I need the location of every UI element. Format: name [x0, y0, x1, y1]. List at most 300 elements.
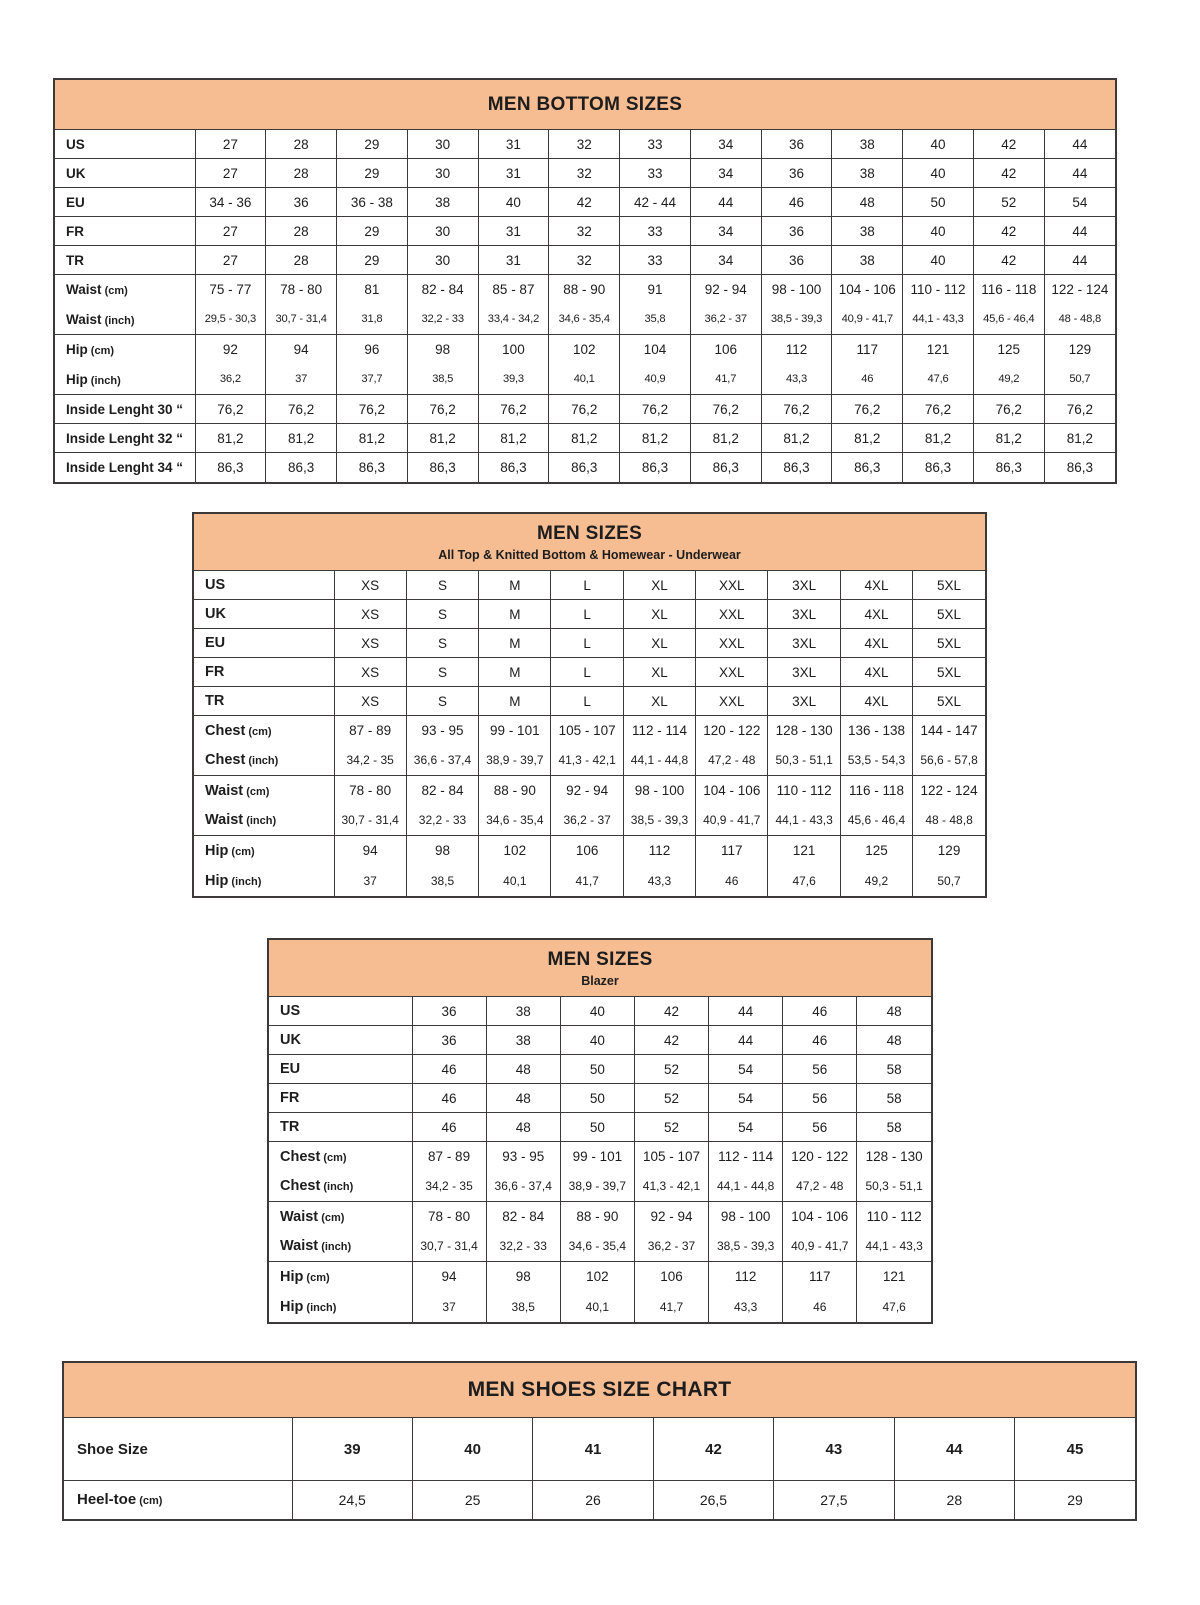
table-row: [269, 1113, 931, 1142]
cell-value: XXL: [696, 600, 768, 629]
cell-value: 30: [407, 130, 478, 159]
cell-value: 39: [292, 1418, 412, 1481]
cell-value: 42 - 44: [620, 188, 691, 217]
row-label: US: [194, 571, 334, 600]
cell-value: 81,2: [407, 424, 478, 453]
cell-value: 102: [479, 836, 551, 866]
cell-value: 81,2: [903, 424, 974, 453]
cell-value: 25: [412, 1481, 532, 1519]
cell-value: 76,2: [266, 395, 337, 424]
cell-value: 30: [407, 246, 478, 275]
table-row: [194, 716, 985, 746]
cell-value: 40: [478, 188, 549, 217]
cell-value: 43: [774, 1418, 894, 1481]
cell-value: 34 - 36: [195, 188, 266, 217]
cell-value: 29: [337, 217, 408, 246]
cell-value: 41,7: [551, 866, 623, 896]
cell-value: 38: [832, 130, 903, 159]
cell-value: 38,5: [486, 1292, 560, 1322]
cell-value: 30: [407, 217, 478, 246]
table-row: [269, 1026, 931, 1055]
cell-value: 81,2: [690, 424, 761, 453]
row-label: Waist (inch): [280, 1238, 352, 1255]
cell-value: 50: [903, 188, 974, 217]
cell-value: 76,2: [1044, 395, 1115, 424]
cell-value: 122 - 124: [913, 776, 985, 806]
row-label: Inside Lenght 32 “: [55, 424, 195, 453]
cell-value: 5XL: [913, 658, 985, 687]
cell-value: 98 - 100: [623, 776, 695, 806]
cell-value: 86,3: [266, 453, 337, 482]
cell-value: 38,9 - 39,7: [479, 746, 551, 776]
cell-value: 54: [709, 1084, 783, 1113]
cell-value: 48: [486, 1084, 560, 1113]
cell-value: 86,3: [195, 453, 266, 482]
cell-value: 102: [560, 1262, 634, 1292]
cell-value: 99 - 101: [479, 716, 551, 746]
cell-value: S: [406, 571, 478, 600]
cell-value: 40,9 - 41,7: [696, 806, 768, 836]
cell-value: 4XL: [840, 658, 912, 687]
cell-value: 40: [903, 246, 974, 275]
table-row: [269, 1232, 931, 1262]
cell-value: 37: [334, 866, 406, 896]
cell-value: 44,1 - 44,8: [623, 746, 695, 776]
table-row: [55, 395, 1115, 424]
cell-value: 42: [634, 1026, 708, 1055]
cell-value: 120 - 122: [696, 716, 768, 746]
row-label: Waist (cm): [55, 275, 195, 305]
cell-value: 58: [857, 1055, 931, 1084]
cell-value: 86,3: [832, 453, 903, 482]
cell-value: 56,6 - 57,8: [913, 746, 985, 776]
row-label: UK: [55, 159, 195, 188]
cell-value: 105 - 107: [551, 716, 623, 746]
row-label: EU: [194, 629, 334, 658]
cell-value: 116 - 118: [973, 275, 1044, 305]
cell-value: 34,6 - 35,4: [479, 806, 551, 836]
cell-value: 40: [903, 130, 974, 159]
cell-value: 96: [337, 335, 408, 365]
cell-value: 88 - 90: [560, 1202, 634, 1232]
cell-value: XS: [334, 687, 406, 716]
cell-value: 76,2: [761, 395, 832, 424]
cell-value: 98 - 100: [761, 275, 832, 305]
row-label: Waist (inch): [205, 812, 277, 829]
cell-value: 44: [1044, 246, 1115, 275]
cell-value: 128 - 130: [768, 716, 840, 746]
cell-value: 87 - 89: [334, 716, 406, 746]
table-row: [55, 335, 1115, 365]
row-label: Waist (inch): [66, 311, 135, 327]
cell-value: 29: [337, 246, 408, 275]
table-row: [269, 1292, 931, 1322]
row-label: US: [55, 130, 195, 159]
cell-value: 117: [832, 335, 903, 365]
cell-value: S: [406, 629, 478, 658]
cell-value: 92 - 94: [551, 776, 623, 806]
cell-value: 38,5: [406, 866, 478, 896]
cell-value: 36: [412, 997, 486, 1026]
cell-value: 42: [973, 159, 1044, 188]
cell-value: 36 - 38: [337, 188, 408, 217]
cell-value: 105 - 107: [634, 1142, 708, 1172]
cell-value: 5XL: [913, 600, 985, 629]
cell-value: 36: [761, 246, 832, 275]
table-row: [55, 275, 1115, 305]
cell-value: XL: [623, 571, 695, 600]
cell-value: 42: [549, 188, 620, 217]
table-row: [269, 1084, 931, 1113]
cell-value: 44: [1044, 130, 1115, 159]
cell-value: 116 - 118: [840, 776, 912, 806]
cell-value: 50,3 - 51,1: [857, 1172, 931, 1202]
cell-value: M: [479, 658, 551, 687]
cell-value: 110 - 112: [903, 275, 974, 305]
cell-value: 106: [551, 836, 623, 866]
cell-value: 3XL: [768, 658, 840, 687]
cell-value: 86,3: [407, 453, 478, 482]
cell-value: 78 - 80: [412, 1202, 486, 1232]
cell-value: XL: [623, 600, 695, 629]
cell-value: 82 - 84: [406, 776, 478, 806]
table-row: [55, 305, 1115, 335]
cell-value: 45,6 - 46,4: [840, 806, 912, 836]
cell-value: 32,2 - 33: [407, 305, 478, 335]
cell-value: 33: [620, 217, 691, 246]
table-row: [269, 1142, 931, 1172]
cell-value: 85 - 87: [478, 275, 549, 305]
cell-value: 47,6: [903, 365, 974, 395]
cell-value: 38,5 - 39,3: [761, 305, 832, 335]
cell-value: 43,3: [709, 1292, 783, 1322]
cell-value: 129: [913, 836, 985, 866]
cell-value: 56: [783, 1055, 857, 1084]
cell-value: 29,5 - 30,3: [195, 305, 266, 335]
cell-value: 76,2: [195, 395, 266, 424]
cell-value: 86,3: [620, 453, 691, 482]
cell-value: 76,2: [337, 395, 408, 424]
cell-value: 48: [486, 1055, 560, 1084]
table-row: [194, 629, 985, 658]
table-row: [269, 1262, 931, 1292]
men-bottom-sizes-table: [53, 78, 1117, 484]
cell-value: 36,6 - 37,4: [486, 1172, 560, 1202]
row-label: Inside Lenght 34 “: [55, 453, 195, 482]
cell-value: 110 - 112: [768, 776, 840, 806]
table-row: [194, 571, 985, 600]
cell-value: 48 - 48,8: [913, 806, 985, 836]
cell-value: 104: [620, 335, 691, 365]
cell-value: 121: [903, 335, 974, 365]
cell-value: 81,2: [761, 424, 832, 453]
cell-value: 54: [709, 1055, 783, 1084]
cell-value: 37: [412, 1292, 486, 1322]
row-label: UK: [269, 1026, 412, 1055]
cell-value: 50: [560, 1084, 634, 1113]
cell-value: 40,1: [560, 1292, 634, 1322]
cell-value: 125: [973, 335, 1044, 365]
row-label: TR: [55, 246, 195, 275]
cell-value: 47,2 - 48: [696, 746, 768, 776]
cell-value: 92: [195, 335, 266, 365]
cell-value: XS: [334, 600, 406, 629]
cell-value: 42: [973, 217, 1044, 246]
cell-value: M: [479, 571, 551, 600]
cell-value: 38: [832, 159, 903, 188]
cell-value: 4XL: [840, 687, 912, 716]
cell-value: 92 - 94: [634, 1202, 708, 1232]
cell-value: 82 - 84: [486, 1202, 560, 1232]
cell-value: XL: [623, 687, 695, 716]
cell-value: 27,5: [774, 1481, 894, 1519]
cell-value: 31,8: [337, 305, 408, 335]
cell-value: 50,3 - 51,1: [768, 746, 840, 776]
cell-value: S: [406, 687, 478, 716]
table-row: [194, 836, 985, 866]
cell-value: 26: [533, 1481, 653, 1519]
cell-value: 36,2: [195, 365, 266, 395]
cell-value: 41,3 - 42,1: [551, 746, 623, 776]
cell-value: 44: [1044, 159, 1115, 188]
cell-value: 30,7 - 31,4: [412, 1232, 486, 1262]
cell-value: 34: [690, 217, 761, 246]
row-label: Waist (cm): [194, 776, 334, 806]
cell-value: 38,5 - 39,3: [709, 1232, 783, 1262]
table-row: [194, 866, 985, 896]
cell-value: 52: [634, 1084, 708, 1113]
cell-value: 36,2 - 37: [634, 1232, 708, 1262]
cell-value: 44,1 - 44,8: [709, 1172, 783, 1202]
cell-value: 5XL: [913, 571, 985, 600]
cell-value: 36: [761, 159, 832, 188]
cell-value: 42: [634, 997, 708, 1026]
cell-value: 40,9: [620, 365, 691, 395]
cell-value: 29: [337, 159, 408, 188]
cell-value: 52: [973, 188, 1044, 217]
table-subtitle: Blazer: [581, 974, 619, 988]
cell-value: 32,2 - 33: [486, 1232, 560, 1262]
cell-value: 81,2: [1044, 424, 1115, 453]
cell-value: 81,2: [195, 424, 266, 453]
cell-value: 43,3: [761, 365, 832, 395]
cell-value: XL: [623, 629, 695, 658]
cell-value: 86,3: [549, 453, 620, 482]
cell-value: 29: [1015, 1481, 1135, 1519]
cell-value: 3XL: [768, 600, 840, 629]
size-table: [64, 1417, 1135, 1519]
row-label: EU: [269, 1055, 412, 1084]
cell-value: 136 - 138: [840, 716, 912, 746]
cell-value: 81,2: [337, 424, 408, 453]
cell-value: 87 - 89: [412, 1142, 486, 1172]
cell-value: 76,2: [620, 395, 691, 424]
cell-value: 48 - 48,8: [1044, 305, 1115, 335]
table-row: [55, 246, 1115, 275]
cell-value: 44,1 - 43,3: [857, 1232, 931, 1262]
cell-value: 99 - 101: [560, 1142, 634, 1172]
cell-value: 81,2: [832, 424, 903, 453]
cell-value: 75 - 77: [195, 275, 266, 305]
cell-value: 88 - 90: [549, 275, 620, 305]
cell-value: 46: [412, 1113, 486, 1142]
table-row: [194, 806, 985, 836]
cell-value: L: [551, 658, 623, 687]
cell-value: 32: [549, 130, 620, 159]
table-title-band: [269, 940, 931, 996]
table-row: [269, 1055, 931, 1084]
cell-value: 112: [761, 335, 832, 365]
cell-value: 129: [1044, 335, 1115, 365]
cell-value: 38,9 - 39,7: [560, 1172, 634, 1202]
row-label: TR: [269, 1113, 412, 1142]
cell-value: 38,5: [407, 365, 478, 395]
cell-value: 49,2: [973, 365, 1044, 395]
row-label: Hip (cm): [55, 335, 195, 365]
table-title: MEN SHOES SIZE CHART: [467, 1378, 732, 1401]
row-label: Inside Lenght 30 “: [55, 395, 195, 424]
cell-value: 144 - 147: [913, 716, 985, 746]
cell-value: 28: [266, 217, 337, 246]
cell-value: 81: [337, 275, 408, 305]
cell-value: 42: [973, 130, 1044, 159]
cell-value: 44: [1044, 217, 1115, 246]
table-row: [64, 1481, 1135, 1519]
cell-value: 88 - 90: [479, 776, 551, 806]
cell-value: 86,3: [761, 453, 832, 482]
cell-value: 40,1: [549, 365, 620, 395]
cell-value: 33: [620, 159, 691, 188]
cell-value: 27: [195, 159, 266, 188]
cell-value: 112: [623, 836, 695, 866]
cell-value: 121: [768, 836, 840, 866]
cell-value: 104 - 106: [696, 776, 768, 806]
size-table: [55, 129, 1115, 482]
cell-value: 5XL: [913, 629, 985, 658]
cell-value: 76,2: [478, 395, 549, 424]
cell-value: 94: [412, 1262, 486, 1292]
cell-value: 120 - 122: [783, 1142, 857, 1172]
cell-value: 81,2: [478, 424, 549, 453]
cell-value: 58: [857, 1113, 931, 1142]
cell-value: 56: [783, 1113, 857, 1142]
cell-value: 94: [334, 836, 406, 866]
cell-value: 76,2: [549, 395, 620, 424]
cell-value: 36: [761, 217, 832, 246]
table-title-band: [55, 80, 1115, 129]
cell-value: 46: [412, 1055, 486, 1084]
cell-value: 31: [478, 159, 549, 188]
cell-value: M: [479, 600, 551, 629]
row-label: Chest (inch): [205, 752, 279, 769]
cell-value: 117: [783, 1262, 857, 1292]
cell-value: 34,2 - 35: [412, 1172, 486, 1202]
cell-value: 50,7: [1044, 365, 1115, 395]
cell-value: 36,2 - 37: [551, 806, 623, 836]
cell-value: 27: [195, 130, 266, 159]
cell-value: 86,3: [478, 453, 549, 482]
cell-value: 76,2: [690, 395, 761, 424]
table-row: [55, 424, 1115, 453]
cell-value: 28: [266, 159, 337, 188]
row-label: EU: [55, 188, 195, 217]
cell-value: 50: [560, 1113, 634, 1142]
cell-value: 34: [690, 130, 761, 159]
cell-value: 26,5: [653, 1481, 773, 1519]
cell-value: 28: [266, 130, 337, 159]
cell-value: 40,9 - 41,7: [832, 305, 903, 335]
cell-value: 35,8: [620, 305, 691, 335]
cell-value: 30,7 - 31,4: [334, 806, 406, 836]
table-row: [55, 188, 1115, 217]
row-label: Hip (cm): [269, 1262, 412, 1292]
cell-value: 86,3: [903, 453, 974, 482]
cell-value: 125: [840, 836, 912, 866]
row-label: FR: [194, 658, 334, 687]
table-row: [55, 217, 1115, 246]
cell-value: 31: [478, 217, 549, 246]
cell-value: 86,3: [337, 453, 408, 482]
cell-value: S: [406, 600, 478, 629]
row-label: Shoe Size: [64, 1418, 292, 1481]
cell-value: 122 - 124: [1044, 275, 1115, 305]
cell-value: 48: [486, 1113, 560, 1142]
cell-value: 30: [407, 159, 478, 188]
cell-value: 76,2: [832, 395, 903, 424]
cell-value: 47,6: [857, 1292, 931, 1322]
row-label: Hip (inch): [280, 1298, 337, 1315]
row-label: Heel-toe (cm): [64, 1481, 292, 1519]
cell-value: 44: [894, 1418, 1014, 1481]
table-row: [55, 159, 1115, 188]
cell-value: 33,4 - 34,2: [478, 305, 549, 335]
table-row: [194, 600, 985, 629]
cell-value: 34: [690, 159, 761, 188]
cell-value: XS: [334, 571, 406, 600]
size-table: [194, 570, 985, 896]
cell-value: 53,5 - 54,3: [840, 746, 912, 776]
cell-value: 112 - 114: [623, 716, 695, 746]
cell-value: 3XL: [768, 629, 840, 658]
row-label: US: [269, 997, 412, 1026]
cell-value: 50,7: [913, 866, 985, 896]
cell-value: 45: [1015, 1418, 1135, 1481]
cell-value: M: [479, 629, 551, 658]
cell-value: 52: [634, 1055, 708, 1084]
cell-value: 28: [894, 1481, 1014, 1519]
men-shoes-size-table: [62, 1361, 1137, 1521]
cell-value: 40: [560, 997, 634, 1026]
cell-value: 5XL: [913, 687, 985, 716]
cell-value: 46: [783, 997, 857, 1026]
cell-value: 27: [195, 246, 266, 275]
cell-value: 82 - 84: [407, 275, 478, 305]
cell-value: 38,5 - 39,3: [623, 806, 695, 836]
cell-value: 36: [412, 1026, 486, 1055]
cell-value: 33: [620, 246, 691, 275]
cell-value: 121: [857, 1262, 931, 1292]
cell-value: 86,3: [973, 453, 1044, 482]
cell-value: 78 - 80: [334, 776, 406, 806]
cell-value: 48: [857, 1026, 931, 1055]
cell-value: XS: [334, 658, 406, 687]
cell-value: 47,6: [768, 866, 840, 896]
row-label: Chest (inch): [280, 1178, 354, 1195]
cell-value: 86,3: [1044, 453, 1115, 482]
cell-value: 3XL: [768, 687, 840, 716]
cell-value: 36,2 - 37: [690, 305, 761, 335]
cell-value: 38: [486, 1026, 560, 1055]
